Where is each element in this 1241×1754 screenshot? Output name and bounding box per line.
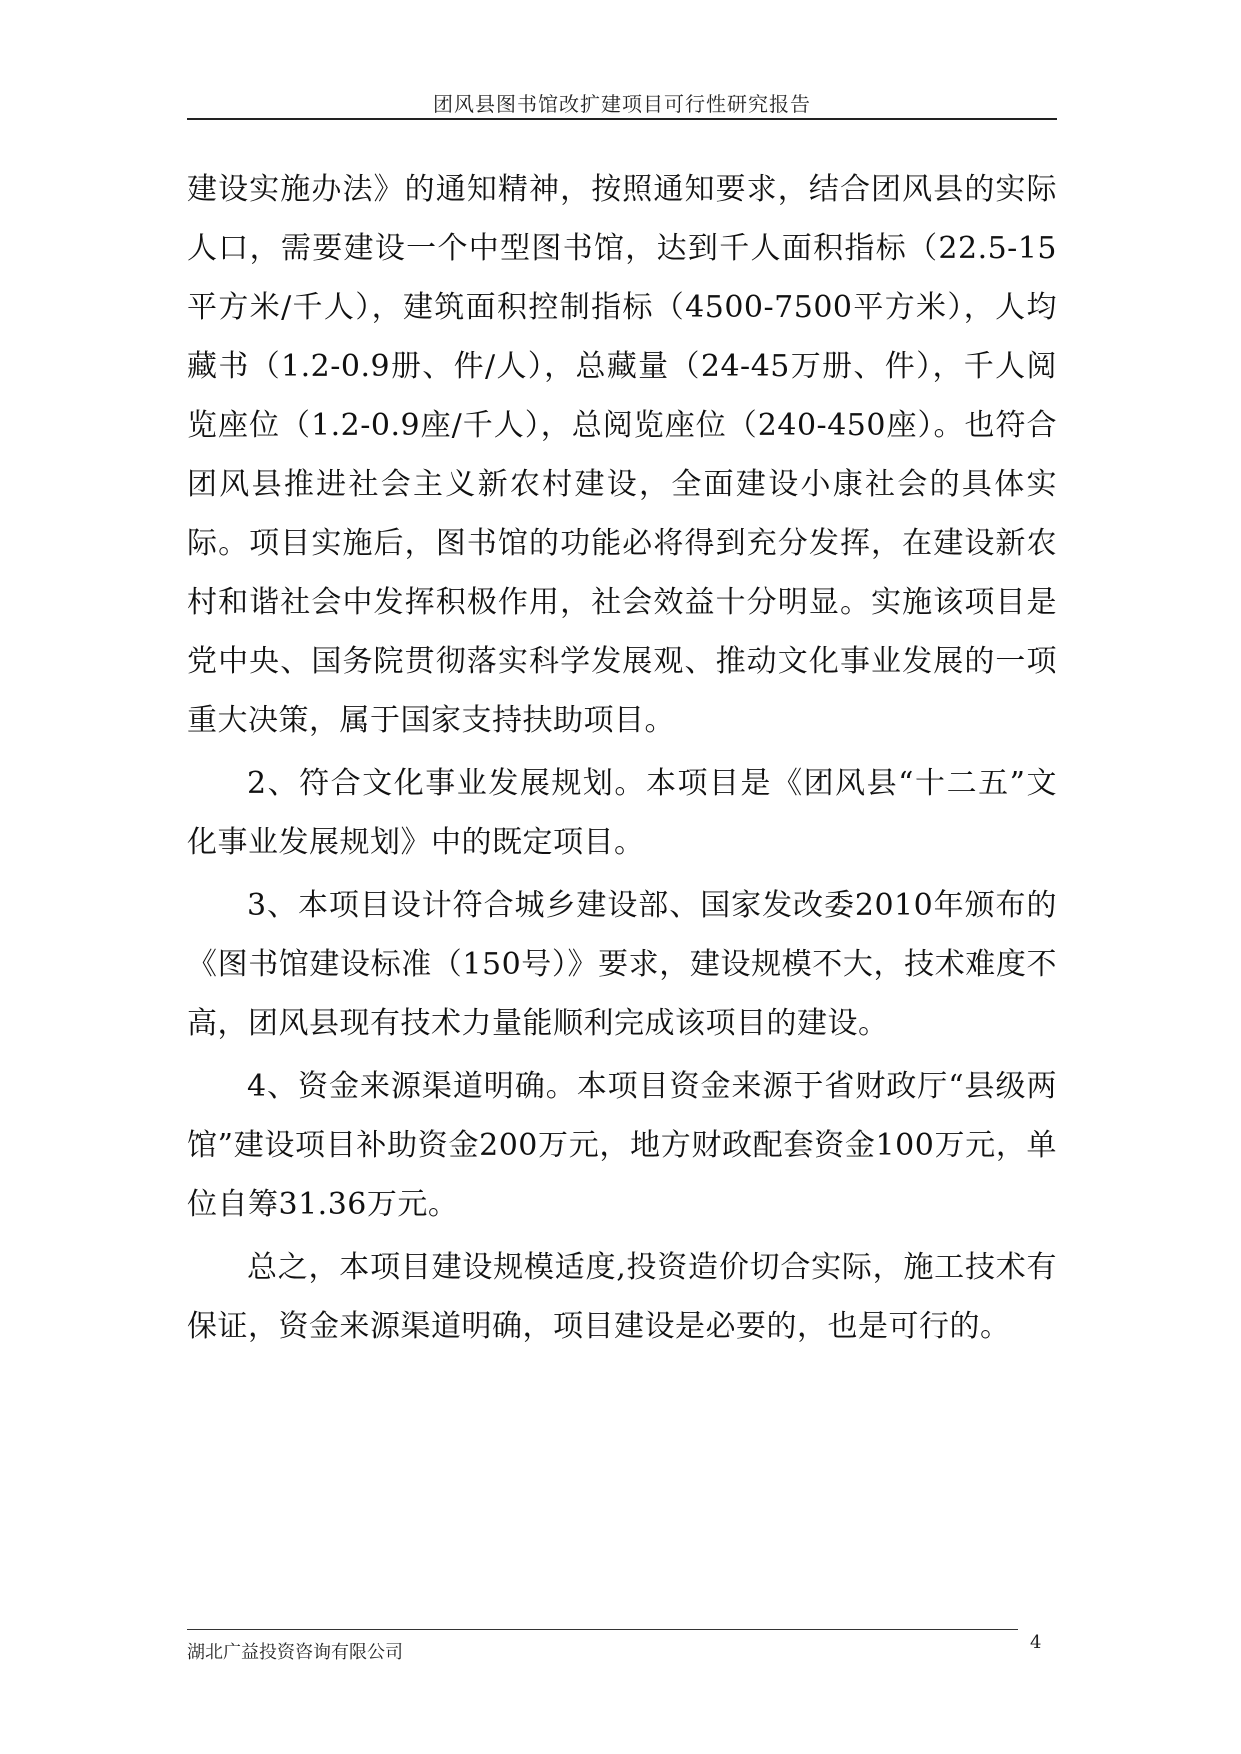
document-body bbox=[187, 160, 1057, 1356]
footer-company: 湖北广益投资咨询有限公司 bbox=[187, 1642, 403, 1663]
paragraph-1: 建设实施办法》的通知精神，按照通知要求，结合团风县的实际人口，需要建设一个中型图书馆，达到千人面积指标（22.5-15平方米/千人），建筑面积控制指标（4500-7500平方米），人均藏书（1.2-0.9册、件/人），总藏量（24-45万册、件），千人阅览座位（1.2-0.9座/千人），总阅览座位（240-450座）。也符合团风县推进社会主义新农村建设，全面建设小康社会的具体实际。项目实施后，图书馆的功能必将得到充分发挥，在建设新农村和谐社会中发挥积极作用，社会效益十分明显。实施该项目是党中央、国务院贯彻落实科学发展观、推动文化事业发展的一项重大决策，属于国家支持扶助项目。 bbox=[187, 172, 1057, 738]
page-header-title: 团风县图书馆改扩建项目可行性研究报告 bbox=[433, 92, 811, 116]
footer-divider bbox=[187, 1629, 1018, 1630]
paragraph-5: 总之，本项目建设规模适度,投资造价切合实际，施工技术有保证，资金来源渠道明确，项目建设是必要的，也是可行的。 bbox=[187, 1250, 1057, 1344]
paragraph-2: 2、符合文化事业发展规划。本项目是《团风县“十二五”文化事业发展规划》中的既定项目。 bbox=[187, 766, 1057, 860]
page-number: 4 bbox=[1030, 1632, 1042, 1653]
header-divider bbox=[187, 118, 1057, 120]
paragraph-4: 4、资金来源渠道明确。本项目资金来源于省财政厅“县级两馆”建设项目补助资金200万元，地方财政配套资金100万元，单位自筹31.36万元。 bbox=[187, 1069, 1057, 1222]
paragraph-3: 3、本项目设计符合城乡建设部、国家发改委2010年颁布的《图书馆建设标准（150号）》要求，建设规模不大，技术难度不高，团风县现有技术力量能顺利完成该项目的建设。 bbox=[187, 888, 1057, 1041]
